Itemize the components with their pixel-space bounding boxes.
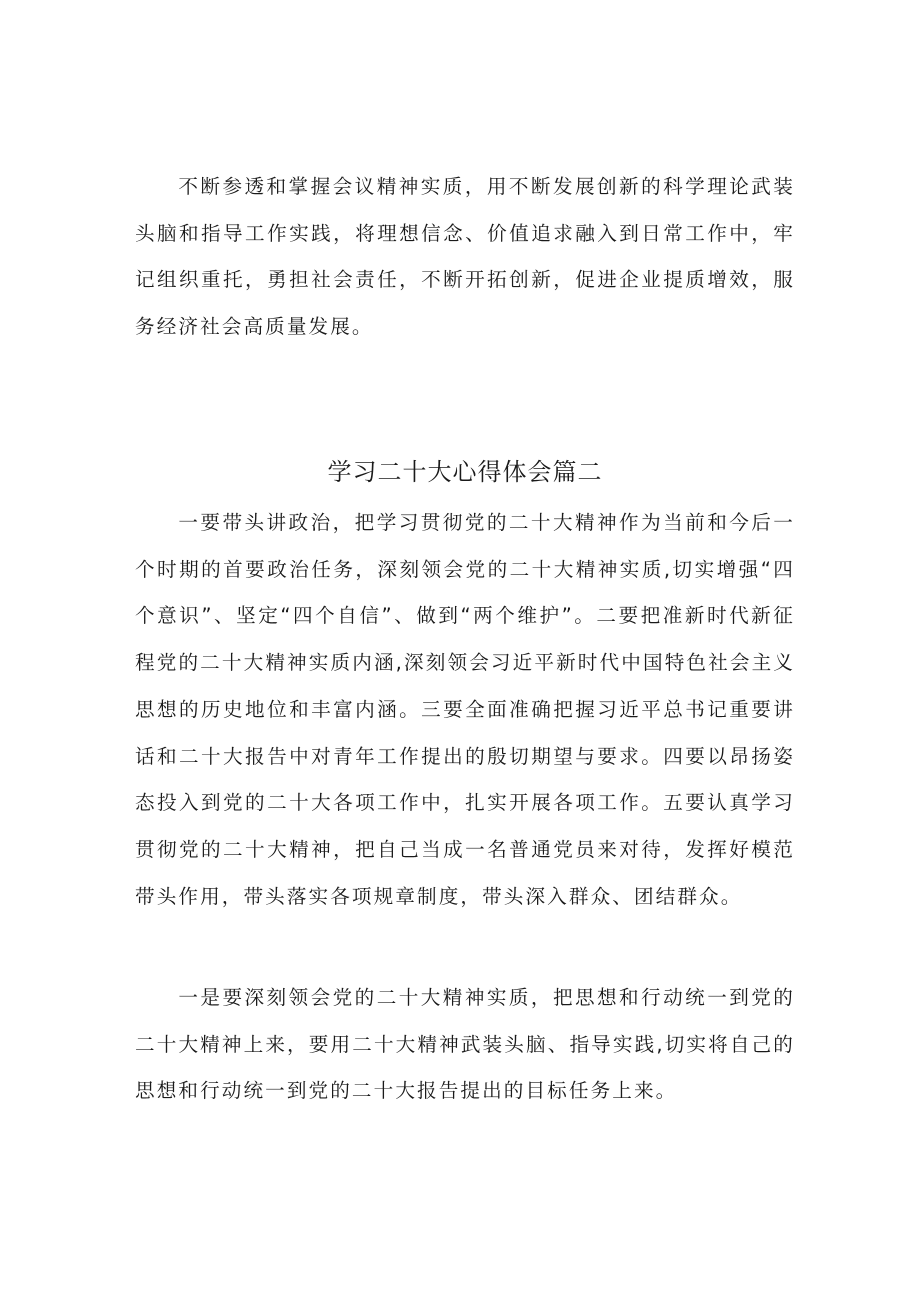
body-paragraph-2: 一要带头讲政治，把学习贯彻党的二十大精神作为当前和今后一个时期的首要政治任务，深刻领会党的二十大精神实质,切实增强“四个意识”、坚定“四个自信”、做到“两个维护”。二要把准新时代新征程党的二十大精神实质内涵,深刻领会习近平新时代中国特色社会主义思想的历史地位和丰富内涵。三要全面准确把握习近平总书记重要讲话和二十大报告中对青年工作提出的殷切期望与要求。四要以昂扬姿态投入到党的二十大各项工作中，扎实开展各项工作。五要认真学习贯彻党的二十大精神，把自己当成一名普通党员来对待，发挥好模范带头作用，带头落实各项规章制度，带头深入群众、团结群众。 [135,511,795,908]
section-title: 学习二十大心得体会篇二 [327,458,603,486]
body-paragraph-1: 不断参透和掌握会议精神实质，用不断发展创新的科学理论武装头脑和指导工作实践，将理想信念、价值追求融入到日常工作中，牢记组织重托，勇担社会责任，不断开拓创新，促进企业提质增效，服务经济社会高质量发展。 [135,175,795,339]
body-paragraph-3: 一是要深刻领会党的二十大精神实质，把思想和行动统一到党的二十大精神上来，要用二十大精神武装头脑、指导实践,切实将自己的思想和行动统一到党的二十大报告提出的目标任务上来。 [135,986,795,1103]
